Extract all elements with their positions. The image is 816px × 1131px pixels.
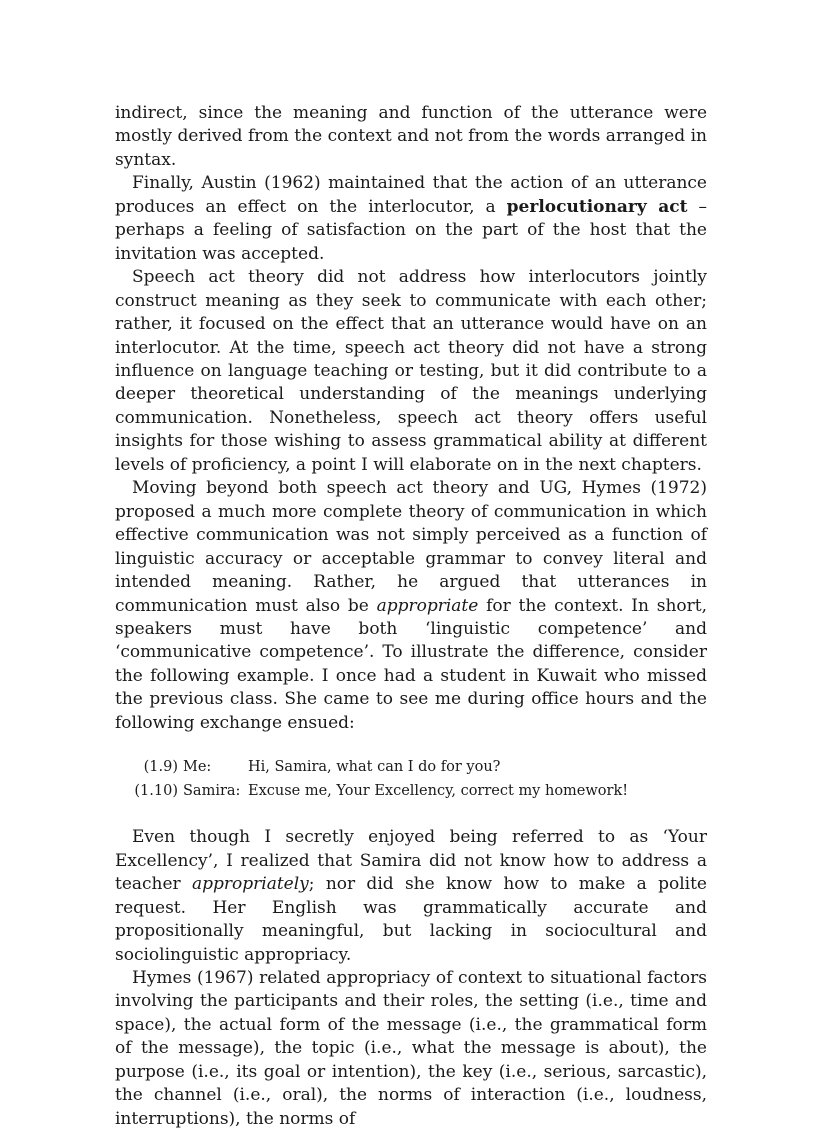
paragraph-5 (115, 826, 707, 967)
example-number: (1.9) (143, 759, 178, 776)
example-speaker: Me: (183, 759, 212, 776)
example-speaker: Samira: (183, 782, 241, 799)
example-row (115, 756, 707, 780)
paragraph-4 (115, 477, 707, 735)
dialogue-examples (115, 756, 707, 803)
example-utterance: Hi, Samira, what can I do for you? (248, 759, 501, 776)
paragraph-4-text-a: Moving beyond both speech act theory and UG, Hymes (1972) proposed a much more complete theory of communication in which effective communication was not simply perceived as a function of linguistic accuracy or acceptable grammar to convey literal and intended meaning. Rather, he argued that utterances in communication must also be (115, 478, 707, 616)
example-number: (1.10) (134, 782, 178, 799)
paragraph-2-text-a: Finally, Austin (1962) maintained that the action of an utterance produces an effect on the interlocutor, a (115, 173, 707, 217)
paragraph-3 (115, 266, 707, 477)
paragraph-6 (115, 967, 707, 1131)
example-row (115, 780, 707, 804)
perlocutionary-act-term: perlocutionary act (506, 196, 688, 217)
appropriately-emphasis: appropriately (192, 874, 309, 895)
body-text (115, 102, 707, 1131)
paragraph-1 (115, 102, 707, 172)
paragraph-1-text: indirect, since the meaning and function of the utterance were mostly derived from the context and not from the words arranged in syntax. (115, 103, 707, 170)
paragraph-4-text-b: for the context. In short, speakers must have both ‘linguistic competence’ and ‘communicative competence’. To illustrate the difference, consider the following example. I once had a student in Kuwait who missed the previous class. She came to see me during office hours and the following exchange ensued: (115, 595, 707, 733)
paragraph-5-text-a: Even though I secretly enjoyed being referred to as ‘Your Excellency’, I realized that Samira did not know how to address a teacher (115, 827, 707, 895)
paragraph-2-text-b: – perhaps a feeling of satisfaction on the part of the host that the invitation was accepted. (115, 196, 707, 264)
example-utterance: Excuse me, Your Excellency, correct my homework! (248, 782, 629, 799)
paragraph-3-text: Speech act theory did not address how interlocutors jointly construct meaning as they seek to communicate with each other; rather, it focused on the effect that an utterance would have on an interlocutor. At the time, speech act theory did not have a strong influence on language teaching or testing, but it did contribute to a deeper theoretical understanding of the meanings underlying communication. Nonetheless, speech act theory offers useful insights for those wishing to assess grammatical ability at different levels of proficiency, a point I will elaborate on in the next chapters. (115, 267, 707, 475)
paragraph-2 (115, 172, 707, 266)
appropriate-emphasis: appropriate (376, 595, 479, 616)
paragraph-6-text: Hymes (1967) related appropriacy of context to situational factors involving the participants and their roles, the setting (i.e., time and space), the actual form of the message (i.e., the grammatical form of the message), the topic (i.e., what the message is about), the purpose (i.e., its goal or intention), the key (i.e., serious, sarcastic), the channel (i.e., oral), the norms of interaction (i.e., loudness, interruptions), the norms of (115, 967, 707, 1129)
paragraph-5-text-b: ; nor did she know how to make a polite request. Her English was grammatically accurate and propositionally meaningful, but lacking in sociocultural and sociolinguistic appropriacy. (115, 874, 707, 965)
